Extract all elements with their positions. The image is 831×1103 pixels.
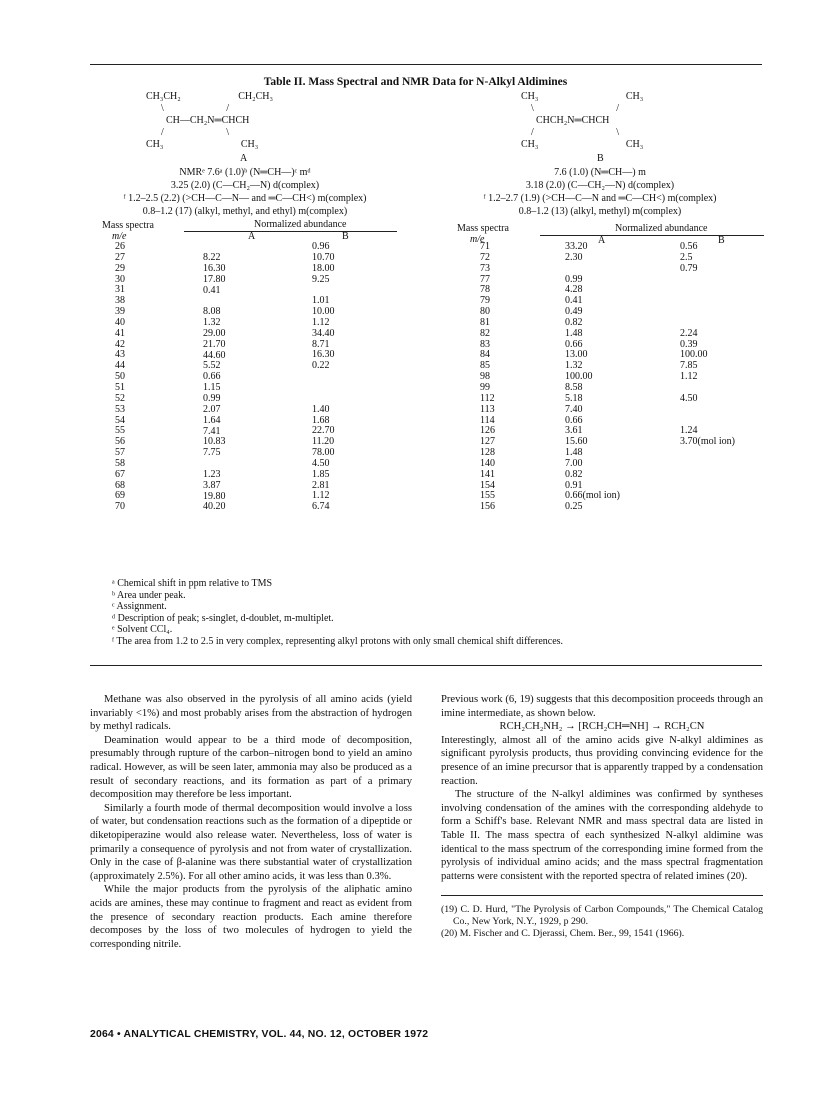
table-cell: 1.32 [203, 317, 221, 329]
table-cell: 1.68 [312, 414, 330, 426]
left-a-column [203, 253, 226, 513]
table-cell: 1.48 [565, 447, 583, 459]
table-cell: 100.00 [680, 349, 708, 361]
table-cell: 126 [480, 425, 495, 437]
table-cell [680, 275, 735, 286]
table-cell: 11.20 [312, 436, 335, 448]
table-cell: 8.22 [203, 252, 221, 263]
table-cell: 114 [480, 414, 495, 426]
table-cell: 41 [115, 327, 125, 339]
table-cell: 31 [115, 284, 125, 296]
table-cell: 98 [480, 371, 490, 383]
right-header-me: m/e [470, 234, 485, 245]
table-cell: 33.20 [565, 241, 588, 252]
table-cell: 72 [480, 251, 490, 263]
right-header-col-b: B [718, 235, 725, 246]
body-left-column: Methane was also observed in the pyrolysis of all amino acids (yield invariably <1%) and most probably arises from the abstraction of hydrogen by methyl radicals. Deamination would appear to be a third mode of decomposition, presumably through rupture of the carbon–nitrogen bond to yield an amino radical. However, as will be seen later, ammonia may also be produced as a result of secondary reactions, and its formation as part of a primary decomposition may therefore be less important. Similarly a fourth mode of thermal decomposition would involve a loss of water, but condensation reactions such as the formation of a dipeptide or diketopiperazine would also release water. Nevertheless, loss of water is primarily a consequence of pyrolysis and not from water of crystallization. Only in the case of β-alanine was there substantial water of crystallization (approximately 2.5%). For all other amino acids, it was less than 0.3%. While the major products from the pyrolysis of the aliphatic amino acids are amines, these may continue to fragment and react as evident from the presence of secondary reaction products. Each amine therefore decomposes by the loss of two molecules of hydrogen to yield the corresponding nitrile. [90, 694, 412, 950]
table-cell: 42 [115, 338, 125, 350]
table-cell: 2.07 [203, 403, 221, 415]
table-cell: 0.91 [565, 479, 583, 491]
table-cell: 0.66 [565, 414, 583, 426]
table-cell: 7.41 [203, 425, 221, 437]
table-cell: 78.00 [312, 447, 335, 459]
table-cell: 7.85 [680, 360, 698, 372]
table-cell: 27 [115, 251, 125, 263]
table-cell: 50 [115, 371, 125, 383]
table-cell: 100.00 [565, 371, 593, 383]
left-header-col-a: A [248, 231, 256, 242]
table-cell [312, 372, 335, 383]
table-cell: 0.79 [680, 262, 698, 274]
table-cell: 6.74 [312, 501, 330, 513]
table-cell: 71 [480, 241, 490, 252]
table-cell: 7.00 [565, 457, 583, 469]
table-cell [680, 491, 735, 502]
equation: RCH₂CH₂NH₂ → [RCH₂CH═NH] → RCH₂CN [499, 721, 705, 733]
structure-b-label: B [597, 153, 604, 164]
structure-a-label: A [240, 153, 248, 164]
table-cell: 0.41 [203, 284, 221, 296]
right-header-mass-spectra: Mass spectra [457, 223, 509, 234]
table-cell: 0.56 [680, 241, 698, 252]
table-cell: 16.30 [203, 262, 226, 274]
table-title: Table II. Mass Spectral and NMR Data for N-Alkyl Aldimines [263, 76, 568, 88]
body-right-column: Previous work (6, 19) suggests that this decomposition proceeds through an imine intermediate, as shown below. RCH₂CH₂NH₂ → [RCH₂CH═NH] → RCH₂CN Interestingly, almost all of the amino acids give N-alkyl aldimines as significant pyrolysis products, thus providing convincing evidence for the presence of an imine precursor that is apparently trapped by a condensation reaction. The structure of the N-alkyl aldimines was confirmed by syntheses involving condensation of the amines with the corresponding aldehyde to form a Schiff's base. Relevant NMR and mass spectral data are listed in Table II. The mass spectra of each synthesized N-alkyl aldimine was identical to the mass spectrum of the corresponding imine formed from the pyrolysis of individual amino acids; and the mass spectral fragmentation patterns were consistent with the reported spectra of related imines (20). (19) C. D. Hurd, "The Pyrolysis of Carbon Compounds," The Chemical Catalog Co., New York, N.Y., 1929, p 290. (20) M. Fischer and C. Djerassi, Chem. Ber., 99, 1541 (1966). [441, 694, 763, 940]
table-cell: 2.24 [680, 327, 698, 339]
references: (19) C. D. Hurd, "The Pyrolysis of Carbon Compounds," The Chemical Catalog Co., New York, N.Y., 1929, p 290. (20) M. Fischer and C. Djerassi, Chem. Ber., 99, 1541 (1966). [441, 904, 763, 940]
table-cell: 1.23 [203, 468, 221, 480]
table-cell: 29 [115, 262, 125, 274]
table-cell: 68 [115, 479, 125, 491]
table-cell: 1.01 [312, 295, 330, 307]
table-cell: 10.83 [203, 436, 226, 448]
table-cell: 16.30 [312, 349, 335, 361]
table-cell: 1.12 [312, 316, 330, 328]
table-cell [565, 264, 620, 275]
table-cell: 156 [480, 501, 495, 513]
left-me-column [115, 242, 125, 513]
table-cell: 8.58 [565, 381, 583, 393]
table-cell: 0.82 [565, 316, 583, 328]
table-cell: 85 [480, 360, 490, 372]
table-cell [680, 285, 735, 296]
right-header-normalized: Normalized abundance [615, 223, 708, 234]
table-cell: 4.50 [680, 392, 698, 404]
table-cell: 2.30 [565, 251, 583, 263]
table-cell: 8.71 [312, 338, 330, 350]
table-cell: 9.25 [312, 273, 330, 285]
table-cell: 44.60 [203, 349, 226, 361]
table-cell: 3.87 [203, 479, 221, 491]
table-cell: 1.12 [680, 371, 698, 383]
table-cell: 0.49 [565, 306, 583, 318]
table-cell: 0.96 [312, 241, 330, 252]
table-cell: 21.70 [203, 338, 226, 350]
table-cell: 127 [480, 436, 495, 448]
table-cell: 13.00 [565, 349, 588, 361]
table-cell: 4.28 [565, 284, 583, 296]
table-cell [312, 383, 335, 394]
right-header-col-a: A [598, 235, 606, 246]
table-cell: 0.66 [565, 338, 583, 350]
table-cell: 1.64 [203, 414, 221, 426]
table-cell: 1.12 [312, 490, 330, 502]
table-cell: 56 [115, 436, 125, 448]
table-cell: 43 [115, 349, 125, 361]
table-cell: 80 [480, 306, 490, 318]
table-cell: 54 [115, 414, 125, 426]
table-cell [680, 405, 735, 416]
table-cell: 30 [115, 273, 125, 285]
table-cell [680, 296, 735, 307]
table-cell: 38 [115, 295, 125, 307]
table-cell: 39 [115, 306, 125, 318]
left-header-mass-spectra: Mass spectra [102, 220, 154, 231]
table-cell: 2.5 [680, 251, 693, 263]
left-header-rule [184, 231, 397, 232]
table-cell: 10.00 [312, 306, 335, 318]
right-me-column [480, 242, 495, 513]
table-cell: 128 [480, 447, 495, 459]
table-cell: 99 [480, 381, 490, 393]
table-cell: 58 [115, 457, 125, 469]
table-cell: 0.99 [565, 273, 583, 285]
right-b-column [680, 242, 735, 513]
table-cell: 51 [115, 381, 125, 393]
table-cell: 44 [115, 360, 125, 372]
table-cell: 3.61 [565, 425, 583, 437]
table-cell: 8.08 [203, 306, 221, 318]
table-cell: 40 [115, 316, 125, 328]
table-cell [680, 470, 735, 481]
table-cell: 73 [480, 262, 490, 274]
table-cell: 29.00 [203, 327, 226, 339]
table-cell: 0.99 [203, 392, 221, 404]
table-cell: 7.75 [203, 447, 221, 459]
table-footnotes: ᵃ Chemical shift in ppm relative to TMS ᵇ Area under peak. ᶜ Assignment. ᵈ Description of peak; s-singlet, d-doublet, m-multiplet. ᵉ Solvent CCl₄. ᶠ The area from 1.2 to 2.5 in very complex, representing alkyl protons with only small chemical shift differences. [112, 578, 564, 647]
right-a-column [565, 242, 620, 513]
table-cell: 55 [115, 425, 125, 437]
table-cell: 5.18 [565, 392, 583, 404]
table-cell: 26 [115, 241, 125, 252]
nmr-a: NMRᵉ 7.6ᵃ (1.0)ᵇ (N═CH—)ᶜ mᵈ 3.25 (2.0) (C—CH₂—N) d(complex) ᶠ 1.2–2.5 (2.2) (>CH—C—N— and ═C—CH<) m(complex) 0.8–1.2 (17) (alkyl, methyl, and ethyl) m(complex) [123, 167, 367, 217]
right-header-rule [540, 235, 764, 236]
table-cell: 1.32 [565, 360, 583, 372]
table-cell: 1.15 [203, 382, 221, 394]
structure-a: CH₃CH₂ CH₂CH₃ \ / CH—CH₂N═CHCH / \ CH₃ CH₃ [146, 91, 274, 150]
table-cell: 67 [115, 468, 125, 480]
table-cell: 0.66(mol ion) [565, 490, 620, 502]
left-header-col-b: B [342, 231, 349, 242]
table-cell: 19.80 [203, 490, 226, 502]
table-cell: 1.85 [312, 468, 330, 480]
table-cell: 10.70 [312, 251, 335, 263]
table-cell: 53 [115, 403, 125, 415]
left-header-me: m/e [112, 231, 127, 242]
table-cell: 140 [480, 457, 495, 469]
table-cell: 78 [480, 284, 490, 296]
table-bottom-rule [90, 665, 762, 666]
table-cell: 52 [115, 392, 125, 404]
table-cell: 1.40 [312, 403, 330, 415]
table-cell: 5.52 [203, 360, 221, 372]
table-cell: 0.82 [565, 468, 583, 480]
table-cell [680, 459, 735, 470]
table-cell: 1.48 [565, 327, 583, 339]
table-cell: 0.22 [312, 360, 330, 372]
table-cell [680, 307, 735, 318]
table-cell: 34.40 [312, 327, 335, 339]
table-cell: 2.81 [312, 479, 330, 491]
page-footer: 2064 • ANALYTICAL CHEMISTRY, VOL. 44, NO. 12, OCTOBER 1972 [90, 1029, 429, 1040]
table-cell [680, 502, 735, 513]
refs-rule [441, 895, 763, 896]
table-cell: 113 [480, 403, 495, 415]
table-cell: 83 [480, 338, 490, 350]
table-cell: 0.39 [680, 338, 698, 350]
nmr-b: 7.6 (1.0) (N═CH—) m 3.18 (2.0) (C—CH₂—N) d(complex) ᶠ 1.2–2.7 (1.9) (>CH—C—N and ═C—CH<) m(complex) 0.8–1.2 (13) (alkyl, methyl) m(complex) [483, 167, 717, 217]
table-cell: 0.66 [203, 371, 221, 383]
table-cell: 0.25 [565, 501, 583, 513]
structure-b: CH₃ CH₃ \ / CHCH₂N═CHCH / \ CH₃ CH₃ [521, 91, 644, 150]
left-header-normalized: Normalized abundance [254, 219, 347, 230]
table-cell: 69 [115, 490, 125, 502]
table-cell: 112 [480, 392, 495, 404]
table-cell: 154 [480, 479, 495, 491]
table-cell: 77 [480, 273, 490, 285]
table-top-rule [90, 64, 762, 65]
table-cell: 17.80 [203, 273, 226, 285]
table-cell: 0.41 [565, 295, 583, 307]
table-cell: 4.50 [312, 457, 330, 469]
table-cell: 1.24 [680, 425, 698, 437]
table-cell: 18.00 [312, 262, 335, 274]
table-cell: 81 [480, 316, 490, 328]
table-cell [680, 481, 735, 492]
table-cell: 155 [480, 490, 495, 502]
table-cell [680, 448, 735, 459]
left-b-column [312, 242, 335, 513]
table-cell: 70 [115, 501, 125, 513]
table-cell: 79 [480, 295, 490, 307]
table-cell: 82 [480, 327, 490, 339]
table-cell: 15.60 [565, 436, 588, 448]
table-cell: 141 [480, 468, 495, 480]
table-cell: 3.70(mol ion) [680, 436, 735, 448]
table-cell: 84 [480, 349, 490, 361]
table-cell: 40.20 [203, 501, 226, 513]
table-cell: 7.40 [565, 403, 583, 415]
table-cell: 57 [115, 447, 125, 459]
table-cell: 22.70 [312, 425, 335, 437]
